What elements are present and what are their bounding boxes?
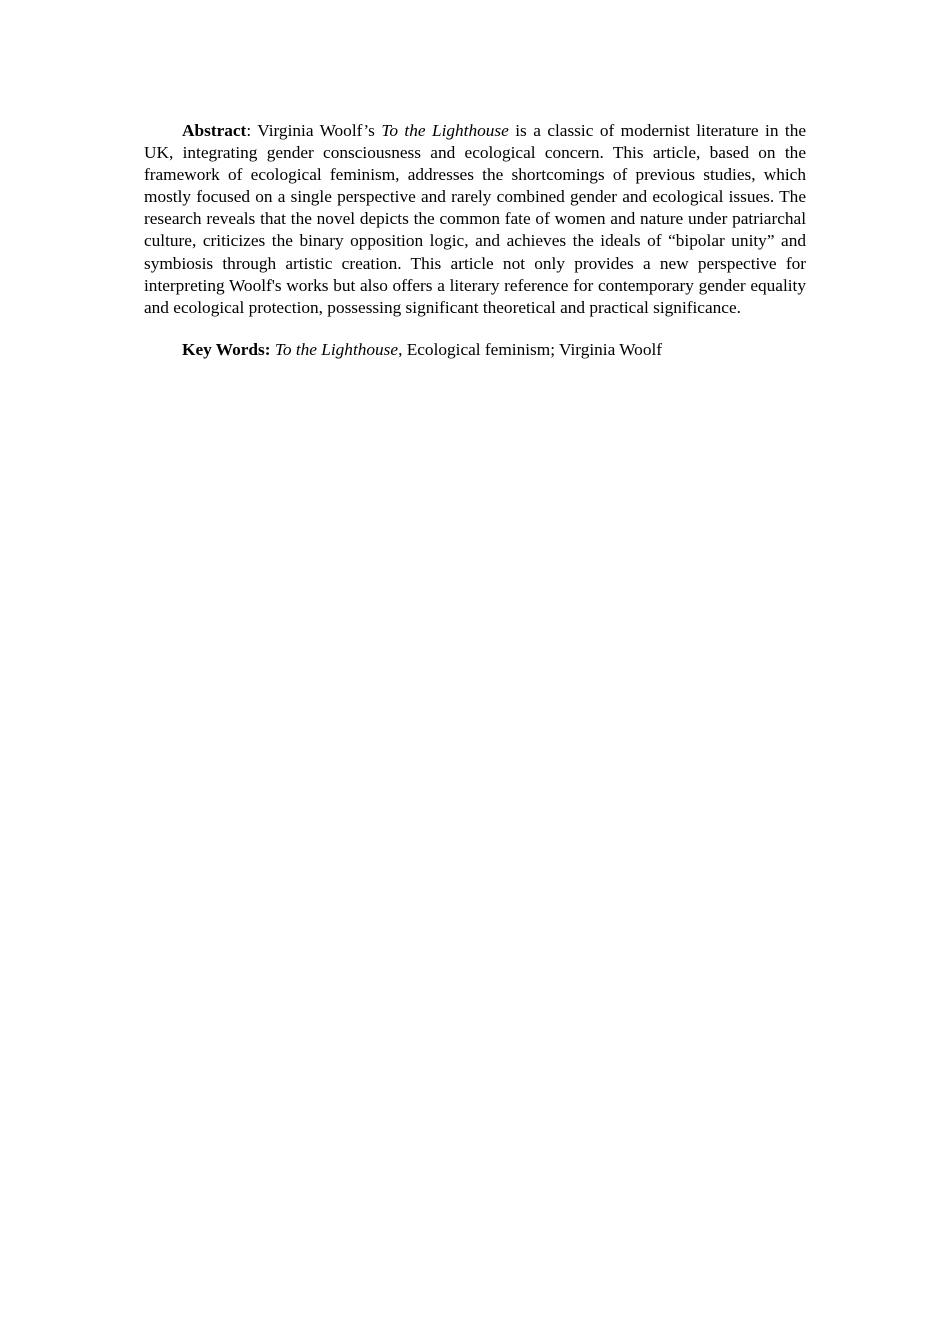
keywords-label: Key Words: <box>182 339 271 359</box>
document-page <box>144 120 806 361</box>
abstract-lead: Virginia Woolf’s <box>257 121 382 140</box>
abstract-novel-title: To the Lighthouse <box>381 121 509 140</box>
keywords-novel-title: To the Lighthouse <box>274 339 399 359</box>
abstract-separator: : <box>246 121 258 140</box>
keywords-list: , Ecological feminism; Virginia Woolf <box>398 339 663 359</box>
abstract-paragraph <box>144 120 806 319</box>
keywords-paragraph <box>144 339 806 361</box>
abstract-label: Abstract <box>182 121 247 140</box>
abstract-body: is a classic of modernist literature in the UK, integrating gender consciousness and ecological concern. This article, based on the framework of ecological feminism, addresses the shortcomings of previous studies, which mostly focused on a single perspective and rarely combined gender and ecological issues. The research reveals that the novel depicts the common fate of women and nature under patriarchal culture, criticizes the binary opposition logic, and achieves the ideals of “bipolar unity” and symbiosis through artistic creation. This article not only provides a new perspective for interpreting Woolf's works but also offers a literary reference for contemporary gender equality and ecological protection, possessing significant theoretical and practical significance. <box>144 121 807 317</box>
